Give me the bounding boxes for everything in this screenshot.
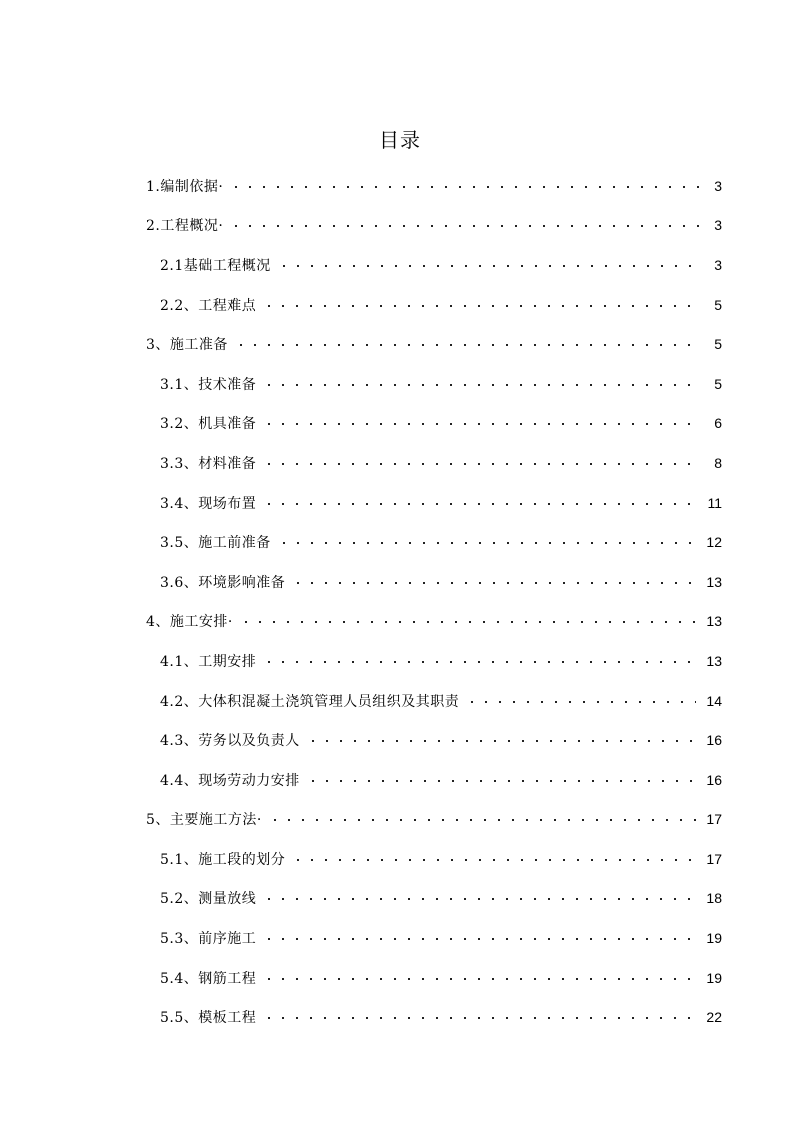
toc-entry-page-number: 3 (714, 217, 722, 234)
toc-entry[interactable] (0, 839, 800, 879)
toc-entry-page-number: 5 (714, 296, 722, 313)
dot-leader (291, 582, 696, 584)
dot-leader (277, 542, 697, 544)
toc-entry-label: 4.2、大体积混凝土浇筑管理人员组织及其职责 (160, 693, 460, 710)
toc-entry[interactable] (0, 760, 800, 800)
toc-entry[interactable] (0, 404, 800, 444)
toc-entry[interactable] (0, 483, 800, 523)
toc-entry-label: 2.1基础工程概况 (160, 257, 271, 274)
toc-entry-label: 4、施工安排· (146, 614, 233, 631)
toc-entry-label: 5.1、施工段的划分 (160, 851, 286, 868)
toc-entry-page-number: 17 (706, 811, 722, 828)
toc-entry[interactable] (0, 522, 800, 562)
toc-entry[interactable] (0, 324, 800, 364)
toc-entry-page-number: 6 (714, 415, 722, 432)
dot-leader (262, 503, 697, 505)
dot-leader (229, 225, 702, 227)
toc-entry-label: 2.工程概况· (146, 218, 224, 235)
toc-entry-page-number: 19 (706, 969, 722, 986)
toc-entry-label: 3.1、技术准备 (160, 376, 257, 393)
toc-entry[interactable] (0, 918, 800, 958)
dot-leader (277, 265, 702, 267)
dot-leader (262, 661, 696, 663)
toc-entry[interactable] (0, 602, 800, 642)
toc-entry[interactable] (0, 245, 800, 285)
dot-leader (291, 859, 696, 861)
toc-entry-page-number: 5 (714, 375, 722, 392)
toc-entry-page-number: 5 (714, 336, 722, 353)
toc-entry-page-number: 16 (706, 732, 722, 749)
toc-entry-label: 5.4、钢筋工程 (160, 970, 257, 987)
toc-entry-label: 4.1、工期安排 (160, 653, 257, 670)
toc-entry[interactable] (0, 285, 800, 325)
toc-entry-label: 5.3、前序施工 (160, 931, 257, 948)
toc-entry[interactable] (0, 800, 800, 840)
dot-leader (268, 819, 697, 821)
toc-entry-label: 5.2、测量放线 (160, 891, 257, 908)
dot-leader (262, 305, 702, 307)
dot-leader (262, 898, 696, 900)
dot-leader (262, 463, 702, 465)
toc-entry-label: 4.4、现场劳动力安排 (160, 772, 300, 789)
toc-entry[interactable] (0, 206, 800, 246)
dot-leader (306, 740, 697, 742)
toc-entry[interactable] (0, 720, 800, 760)
toc-entry-label: 3.6、环境影响准备 (160, 574, 286, 591)
toc-title: 目录 (379, 128, 421, 152)
toc-entry-label: 3.4、现场布置 (160, 495, 257, 512)
dot-leader (234, 344, 702, 346)
toc-entry-label: 5.5、模板工程 (160, 1010, 257, 1027)
toc-entry[interactable] (0, 443, 800, 483)
dot-leader (465, 701, 696, 703)
toc-entry[interactable] (0, 879, 800, 919)
toc-entry[interactable] (0, 958, 800, 998)
toc-entry-page-number: 19 (706, 930, 722, 947)
toc-entry-label: 3.3、材料准备 (160, 455, 257, 472)
dot-leader (262, 938, 696, 940)
toc-entry[interactable] (0, 364, 800, 404)
dot-leader (306, 780, 697, 782)
toc-entry-page-number: 13 (706, 573, 722, 590)
dot-leader (239, 621, 697, 623)
toc-entry-label: 5、主要施工方法· (146, 812, 262, 829)
dot-leader (262, 978, 696, 980)
toc-entry[interactable] (0, 641, 800, 681)
toc-entry-label: 1.编制依据· (146, 178, 224, 195)
toc-entry[interactable] (0, 997, 800, 1037)
toc-entry-page-number: 12 (706, 534, 722, 551)
toc-entry-label: 3、施工准备 (146, 337, 228, 354)
dot-leader (229, 186, 702, 188)
toc-list (0, 166, 800, 1037)
toc-entry-label: 3.2、机具准备 (160, 416, 257, 433)
toc-entry[interactable] (0, 681, 800, 721)
toc-entry-page-number: 8 (714, 454, 722, 471)
toc-entry-page-number: 11 (707, 494, 722, 511)
toc-entry-page-number: 22 (706, 1009, 722, 1026)
dot-leader (262, 423, 702, 425)
toc-entry-label: 4.3、劳务以及负责人 (160, 733, 300, 750)
toc-entry[interactable] (0, 562, 800, 602)
toc-entry-page-number: 13 (706, 652, 722, 669)
dot-leader (262, 1017, 696, 1019)
dot-leader (262, 384, 702, 386)
toc-entry-page-number: 17 (706, 850, 722, 867)
toc-entry-page-number: 3 (714, 177, 722, 194)
toc-entry-page-number: 3 (714, 256, 722, 273)
toc-entry-label: 3.5、施工前准备 (160, 535, 271, 552)
toc-entry-page-number: 16 (706, 771, 722, 788)
toc-entry[interactable] (0, 166, 800, 206)
toc-entry-label: 2.2、工程难点 (160, 297, 257, 314)
toc-entry-page-number: 14 (706, 692, 722, 709)
toc-entry-page-number: 13 (706, 613, 722, 630)
toc-entry-page-number: 18 (706, 890, 722, 907)
